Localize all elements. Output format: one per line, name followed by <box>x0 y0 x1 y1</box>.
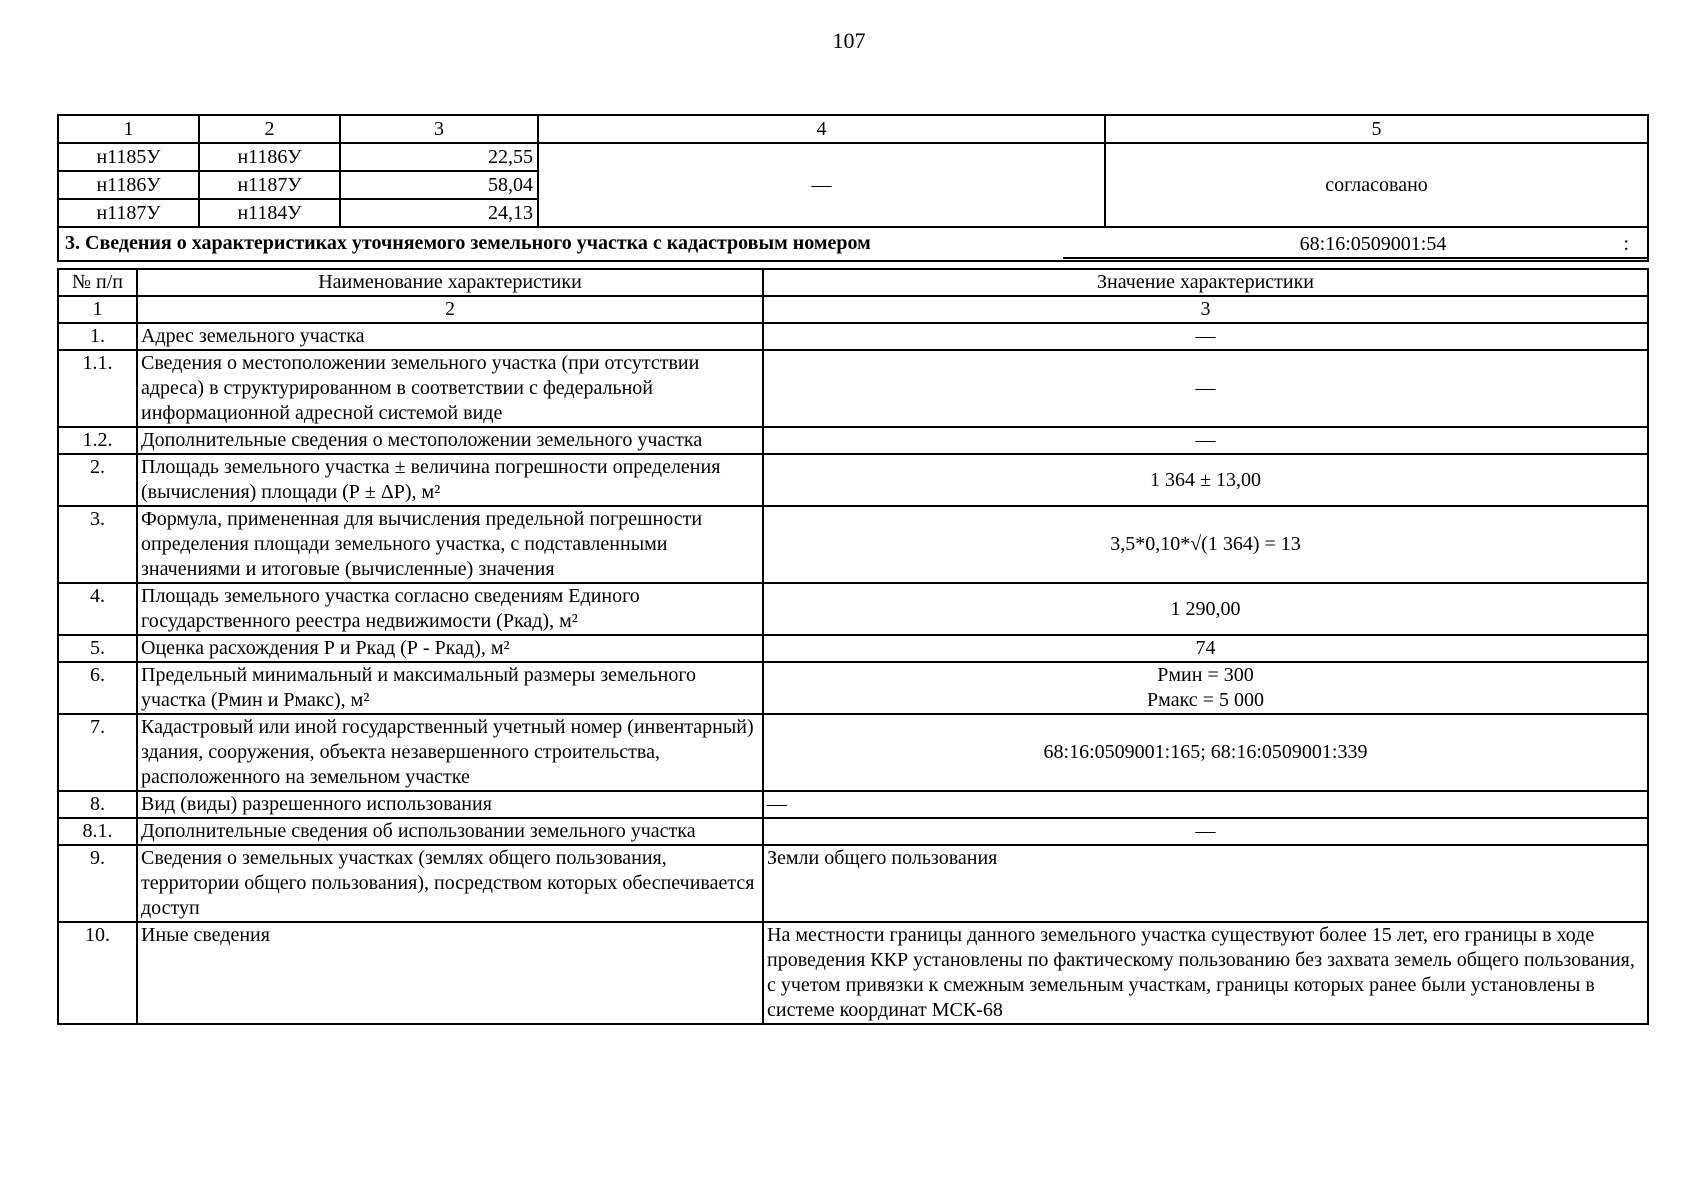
section-title-cell <box>58 227 1648 261</box>
table-row <box>58 454 1648 506</box>
characteristic-name: Адрес земельного участка <box>137 323 763 350</box>
characteristic-value: 3,5*0,10*√(1 364) = 13 <box>763 506 1648 583</box>
column-header: 3 <box>340 115 538 143</box>
characteristic-value: — <box>763 323 1648 350</box>
page-number: 107 <box>832 28 866 53</box>
column-number: 1 <box>58 296 137 323</box>
table-row <box>58 323 1648 350</box>
row-number: 8.1. <box>58 818 137 845</box>
segment-length: 22,55 <box>340 143 538 171</box>
characteristic-value: 68:16:0509001:165; 68:16:0509001:339 <box>763 714 1648 791</box>
column-header: Значение характеристики <box>763 269 1648 296</box>
table-row <box>58 922 1648 1024</box>
point-to: н1186У <box>199 143 340 171</box>
characteristic-name: Дополнительные сведения об использовании земельного участка <box>137 818 763 845</box>
characteristic-name: Кадастровый или иной государственный учетный номер (инвентарный) здания, сооружения, объекта незавершенного строительства, расположенного на земельном участке <box>137 714 763 791</box>
characteristic-value: Земли общего пользования <box>763 845 1648 922</box>
table-row <box>58 427 1648 454</box>
characteristic-value: 1 290,00 <box>763 583 1648 635</box>
column-header: 2 <box>199 115 340 143</box>
characteristics-table <box>57 268 1649 1025</box>
characteristic-name: Иные сведения <box>137 922 763 1024</box>
table-row <box>58 791 1648 818</box>
column-header: 5 <box>1105 115 1648 143</box>
point-from: н1187У <box>58 199 199 227</box>
row-number: 3. <box>58 506 137 583</box>
characteristic-value: 1 364 ± 13,00 <box>763 454 1648 506</box>
characteristic-value: — <box>763 350 1648 427</box>
row-number: 1. <box>58 323 137 350</box>
boundary-segments-table <box>57 114 1649 262</box>
table-row <box>58 143 1648 171</box>
max-size-value: Рмакс = 5 000 <box>1147 689 1264 711</box>
table-row <box>58 635 1648 662</box>
cadastral-number: 68:16:0509001:54 <box>1063 231 1648 259</box>
column-4-value: — <box>538 143 1105 227</box>
table-header-row <box>58 115 1648 143</box>
table-row <box>58 583 1648 635</box>
table-row <box>58 662 1648 714</box>
row-number: 5. <box>58 635 137 662</box>
row-number: 1.2. <box>58 427 137 454</box>
column-header: Наименование характеристики <box>137 269 763 296</box>
row-number: 4. <box>58 583 137 635</box>
characteristic-value: На местности границы данного земельного участка существуют более 15 лет, его границы в ходе проведения ККР установлены по фактическому пользованию без захвата земель общего пользования, с учетом привязки к смежным земельным участкам, границы которых ранее были установлены в системе координат МСК-68 <box>763 922 1648 1024</box>
row-number: 7. <box>58 714 137 791</box>
table-row <box>58 714 1648 791</box>
characteristic-value <box>763 662 1648 714</box>
column-number: 2 <box>137 296 763 323</box>
row-number: 10. <box>58 922 137 1024</box>
characteristic-value: — <box>763 818 1648 845</box>
point-to: н1187У <box>199 171 340 199</box>
point-from: н1186У <box>58 171 199 199</box>
row-number: 1.1. <box>58 350 137 427</box>
segment-length: 58,04 <box>340 171 538 199</box>
approval-status: согласовано <box>1105 143 1648 227</box>
table-header-row <box>58 269 1648 296</box>
table-row <box>58 350 1648 427</box>
column-number: 3 <box>763 296 1648 323</box>
characteristic-name: Дополнительные сведения о местоположении земельного участка <box>137 427 763 454</box>
colon: : <box>1623 233 1629 255</box>
min-size-value: Рмин = 300 <box>1157 664 1254 686</box>
table-row <box>58 845 1648 922</box>
row-number: 8. <box>58 791 137 818</box>
row-number: 9. <box>58 845 137 922</box>
point-to: н1184У <box>199 199 340 227</box>
characteristic-name: Оценка расхождения Р и Ркад (Р - Ркад), м² <box>137 635 763 662</box>
characteristic-name: Площадь земельного участка ± величина погрешности определения (вычисления) площади (Р ± ΔР), м² <box>137 454 763 506</box>
characteristic-value: — <box>763 791 1648 818</box>
segment-length: 24,13 <box>340 199 538 227</box>
characteristic-name: Площадь земельного участка согласно сведениям Единого государственного реестра недвижимости (Ркад), м² <box>137 583 763 635</box>
section-title-row <box>58 227 1648 261</box>
characteristic-name: Сведения о земельных участках (землях общего пользования, территории общего пользования), посредством которых обеспечивается доступ <box>137 845 763 922</box>
table-row <box>58 818 1648 845</box>
column-header: № п/п <box>58 269 137 296</box>
characteristic-name: Вид (виды) разрешенного использования <box>137 791 763 818</box>
characteristic-value: — <box>763 427 1648 454</box>
characteristic-name: Сведения о местоположении земельного участка (при отсутствии адреса) в структурированном в соответствии с федеральной информационной адресной системой виде <box>137 350 763 427</box>
row-number: 6. <box>58 662 137 714</box>
characteristic-name: Предельный минимальный и максимальный размеры земельного участка (Рмин и Рмакс), м² <box>137 662 763 714</box>
column-number-row <box>58 296 1648 323</box>
column-header: 1 <box>58 115 199 143</box>
characteristic-name: Формула, примененная для вычисления предельной погрешности определения площади земельного участка, с подставленными значениями и итоговые (вычисленные) значения <box>137 506 763 583</box>
row-number: 2. <box>58 454 137 506</box>
characteristic-value: 74 <box>763 635 1648 662</box>
point-from: н1185У <box>58 143 199 171</box>
section-title: 3. Сведения о характеристиках уточняемого земельного участка с кадастровым номером <box>65 232 871 254</box>
table-row <box>58 506 1648 583</box>
column-header: 4 <box>538 115 1105 143</box>
